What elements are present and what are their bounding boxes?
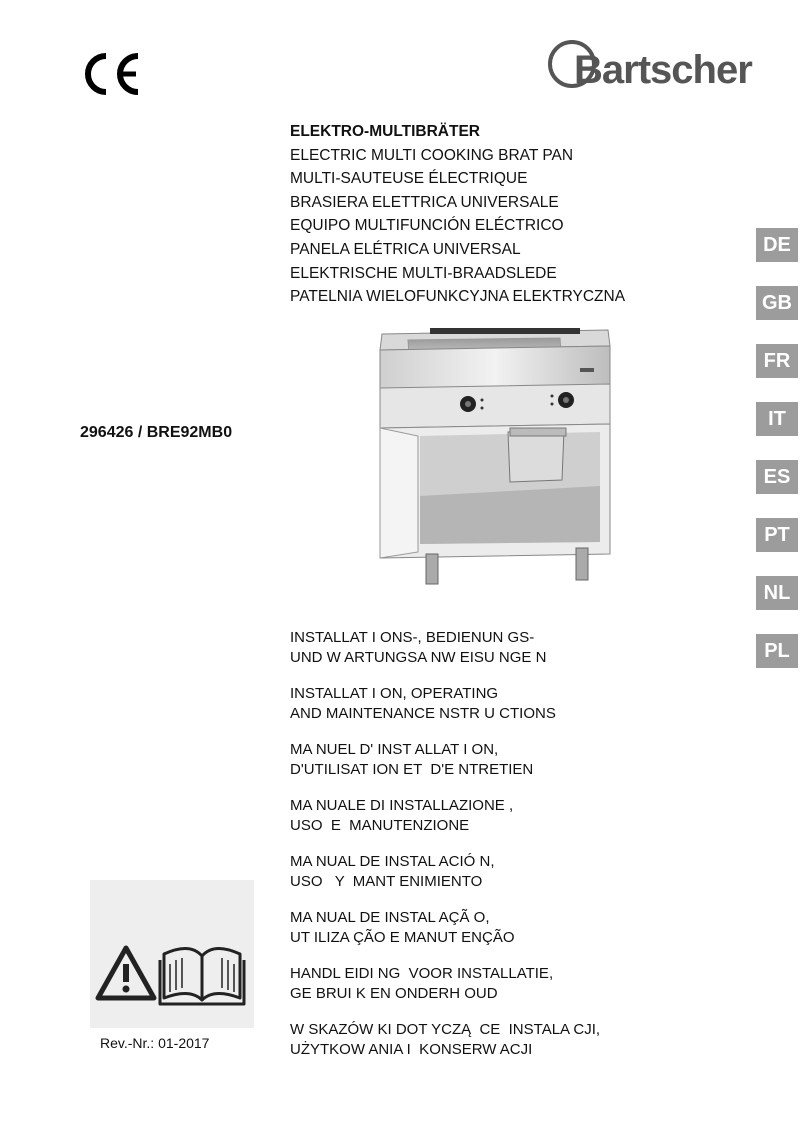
instruction-block-it: [290, 796, 600, 836]
instruction-line: W SKAZÓW KI DOT YCZĄ CE INSTALA CJI,: [290, 1021, 601, 1038]
language-tabs: [756, 228, 798, 692]
language-tab-it[interactable]: IT: [756, 402, 798, 436]
instruction-line: UND W ARTUNGSA NW EISU NGE N: [290, 649, 547, 666]
instruction-line: USO E MANUTENZIONE: [290, 817, 470, 834]
title-de: ELEKTRO-MULTIBRÄTER: [290, 123, 480, 140]
instruction-line: MA NUAL DE INSTAL ACIÓ N,: [290, 853, 495, 870]
instruction-block-nl: [290, 964, 600, 1004]
instruction-line: USO Y MANT ENIMIENTO: [290, 873, 483, 890]
instruction-line: UŻYTKOW ANIA I KONSERW ACJI: [290, 1041, 533, 1058]
instruction-line: UT ILIZA ÇÃO E MANUT ENÇÃO: [290, 929, 515, 946]
instruction-line: AND MAINTENANCE NSTR U CTIONS: [290, 705, 556, 722]
title-pt: PANELA ELÉTRICA UNIVERSAL: [290, 240, 521, 258]
warning-icon: [98, 948, 154, 998]
instruction-block-pt: [290, 908, 600, 948]
instruction-line: MA NUAL DE INSTAL AÇÃ O,: [290, 909, 490, 926]
language-tab-pl[interactable]: PL: [756, 634, 798, 668]
instruction-line: INSTALLAT I ONS-, BEDIENUN GS-: [290, 629, 535, 646]
product-titles: [290, 120, 625, 309]
language-tab-pt[interactable]: PT: [756, 518, 798, 552]
instruction-line: D'UTILISAT ION ET D'E NTRETIEN: [290, 761, 534, 778]
model-number: 296426 / BRE92MB0: [80, 424, 233, 441]
title-it: BRASIERA ELETTRICA UNIVERSALE: [290, 193, 559, 211]
instruction-block-en: [290, 684, 600, 724]
brand-name: Bartscher: [574, 48, 752, 92]
language-tab-gb[interactable]: GB: [756, 286, 798, 320]
product-illustration: [370, 326, 620, 586]
language-tab-de[interactable]: DE: [756, 228, 798, 262]
revision-number: Rev.-Nr.: 01-2017: [100, 1035, 210, 1051]
instruction-block-pl: [290, 1020, 600, 1060]
language-tab-fr[interactable]: FR: [756, 344, 798, 378]
instruction-line: MA NUEL D' INST ALLAT I ON,: [290, 741, 499, 758]
instruction-line: MA NUALE DI INSTALLAZIONE ,: [290, 797, 514, 814]
language-tab-nl[interactable]: NL: [756, 576, 798, 610]
title-pl: PATELNIA WIELOFUNKCYJNA ELEKTRYCZNA: [290, 288, 626, 306]
title-en: ELECTRIC MULTI COOKING BRAT PAN: [290, 146, 574, 164]
title-es: EQUIPO MULTIFUNCIÓN ELÉCTRICO: [290, 217, 564, 235]
instruction-block-es: [290, 852, 600, 892]
ce-mark-icon: [80, 50, 144, 98]
instruction-block-de: [290, 628, 600, 668]
instruction-block-fr: [290, 740, 600, 780]
manual-book-icon: [160, 948, 244, 1004]
instruction-titles: [290, 628, 600, 1076]
title-nl: ELEKTRISCHE MULTI-BRAADSLEDE: [290, 264, 557, 282]
language-tab-es[interactable]: ES: [756, 460, 798, 494]
instruction-line: INSTALLAT I ON, OPERATING: [290, 685, 499, 702]
title-fr: MULTI-SAUTEUSE ÉLECTRIQUE: [290, 170, 528, 188]
instruction-line: GE BRUI K EN ONDERH OUD: [290, 985, 498, 1002]
instruction-line: HANDL EIDI NG VOOR INSTALLATIE,: [290, 965, 554, 982]
warning-box: [90, 880, 254, 1028]
